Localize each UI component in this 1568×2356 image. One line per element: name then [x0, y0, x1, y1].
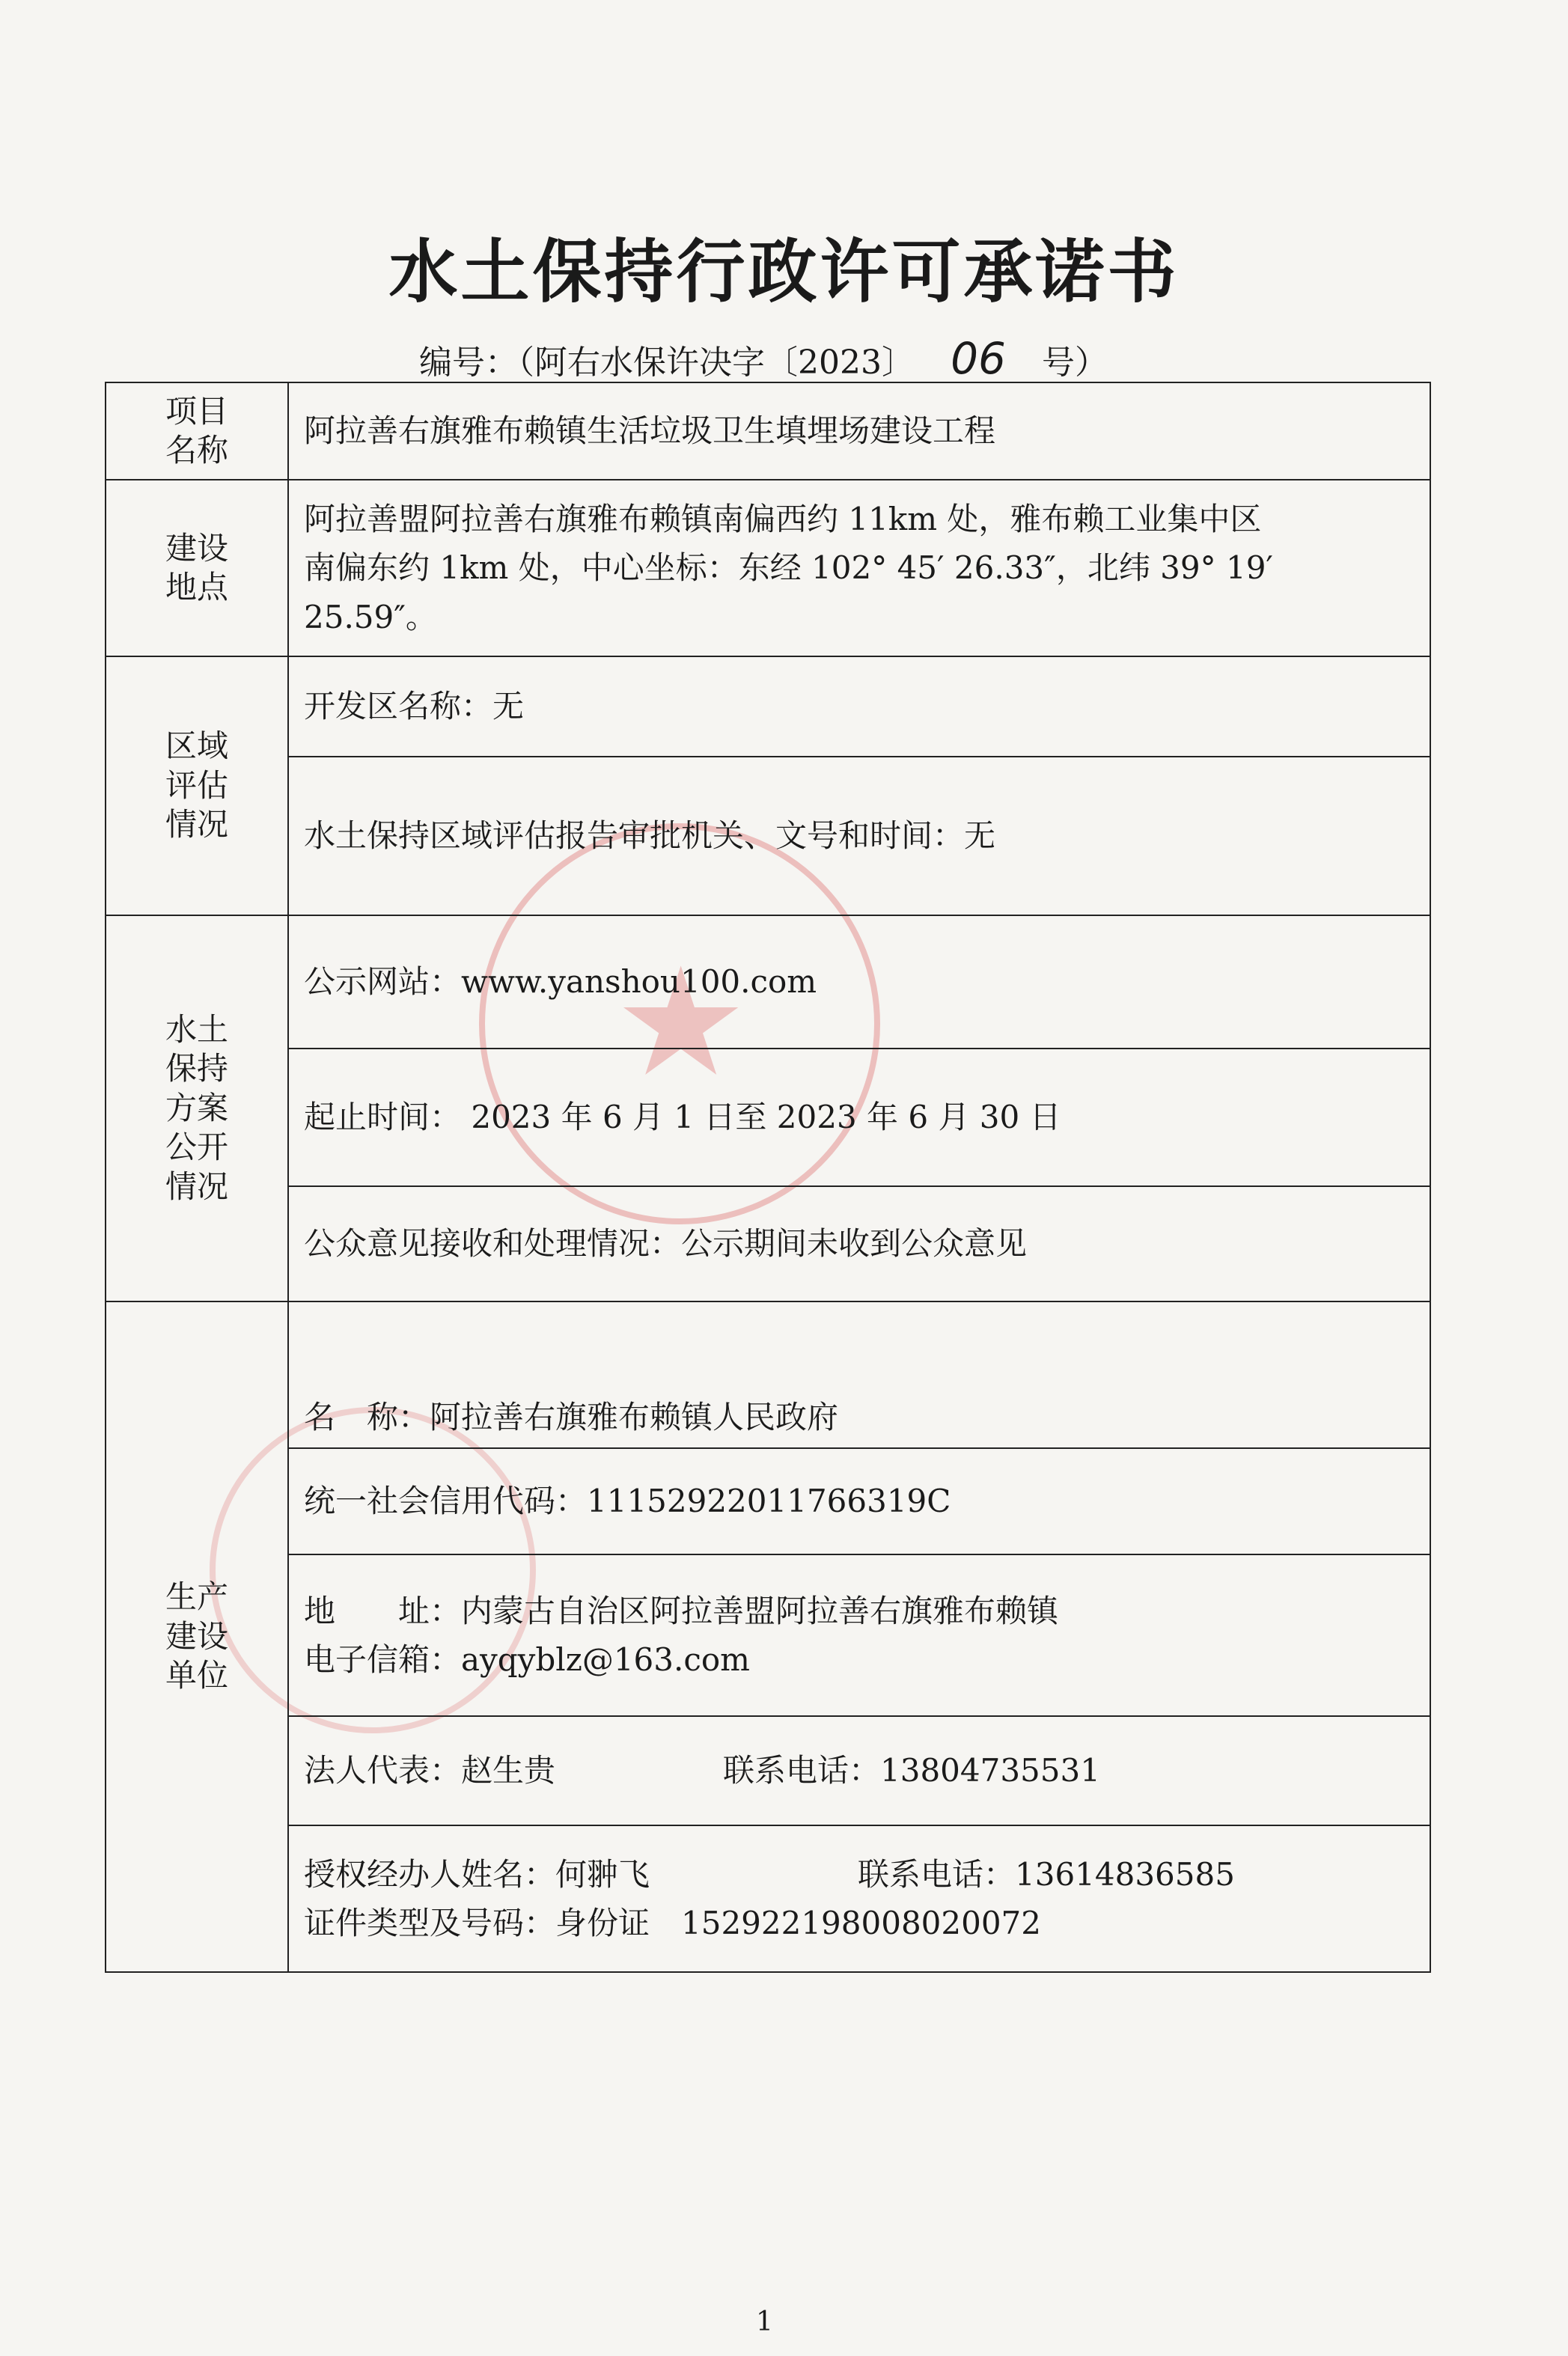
disclosure-website: 公示网站：www.yanshou100.com: [288, 915, 1430, 1049]
document-number: [419, 333, 1108, 384]
disclosure-feedback: 公众意见接收和处理情况：公示期间未收到公众意见: [288, 1186, 1430, 1301]
location-value: [288, 480, 1430, 656]
row-project: [106, 382, 1430, 480]
location-line-1: 阿拉善盟阿拉善右旗雅布赖镇南偏西约 11km 处，雅布赖工业集中区: [304, 501, 1262, 538]
document-title: 水土保持行政许可承诺书: [388, 231, 1180, 312]
row-credit-code: [106, 1448, 1430, 1554]
address-email: [288, 1554, 1430, 1716]
agent-cell: [288, 1825, 1430, 1972]
label-disclosure: 水土 保持 方案 公开 情况: [106, 915, 288, 1301]
doc-number-suffix: 号）: [1041, 344, 1108, 382]
disclosure-period: 起止时间： 2023 年 6 月 1 日至 2023 年 6 月 30 日: [288, 1049, 1430, 1186]
credit-code: 统一社会信用代码：11152922011766319C: [288, 1448, 1430, 1554]
regional-report: 水土保持区域评估报告审批机关、文号和时间：无: [288, 757, 1430, 915]
doc-number-prefix: 编号：（阿右水保许决字〔2023〕: [419, 344, 915, 382]
row-disclosure-period: [106, 1049, 1430, 1186]
location-line-2: 南偏东约 1km 处，中心坐标：东经 102° 45′ 26.33″，北纬 39° 19′: [304, 549, 1273, 587]
unit-address: 地 址：内蒙古自治区阿拉善盟阿拉善右旗雅布赖镇: [304, 1592, 1059, 1629]
label-unit: 生产 建设 单位: [106, 1301, 288, 1972]
row-disclosure-feedback: [106, 1186, 1430, 1301]
project-name: 阿拉善右旗雅布赖镇生活垃圾卫生填埋场建设工程: [288, 382, 1430, 480]
legal-rep-cell: [288, 1716, 1430, 1825]
agent-id: 证件类型及号码：身份证 152922198008020072: [304, 1905, 1041, 1941]
permit-form-table: [105, 382, 1431, 1973]
row-address: [106, 1554, 1430, 1716]
seal-star-icon: ★: [614, 936, 748, 1110]
label-project: 项目 名称: [106, 382, 288, 480]
location-line-3: 25.59″。: [304, 598, 437, 635]
agent-name: 授权经办人姓名：何翀飞: [304, 1855, 650, 1893]
dev-zone-name: 开发区名称：无: [288, 656, 1430, 757]
row-disclosure-website: [106, 915, 1430, 1049]
legal-phone: 联系电话：13804735531: [723, 1752, 1100, 1789]
label-regional: 区域 评估 情况: [106, 656, 288, 915]
unit-email: 电子信箱：ayqyblz@163.com: [304, 1641, 750, 1678]
agent-phone: 联系电话：13614836585: [858, 1855, 1235, 1893]
legal-representative: 法人代表：赵生贵: [304, 1752, 556, 1789]
row-regional: [106, 656, 1430, 757]
label-location: 建设 地点: [106, 480, 288, 656]
row-agent: [106, 1825, 1430, 1972]
unit-name: 名 称：阿拉善右旗雅布赖镇人民政府: [288, 1301, 1430, 1448]
row-regional-report: [106, 757, 1430, 915]
row-location: [106, 480, 1430, 656]
row-unit-name: [106, 1301, 1430, 1448]
row-legal-rep: [106, 1716, 1430, 1825]
doc-number-handwritten: 06: [951, 333, 1006, 384]
page-number: 1: [756, 2307, 773, 2337]
